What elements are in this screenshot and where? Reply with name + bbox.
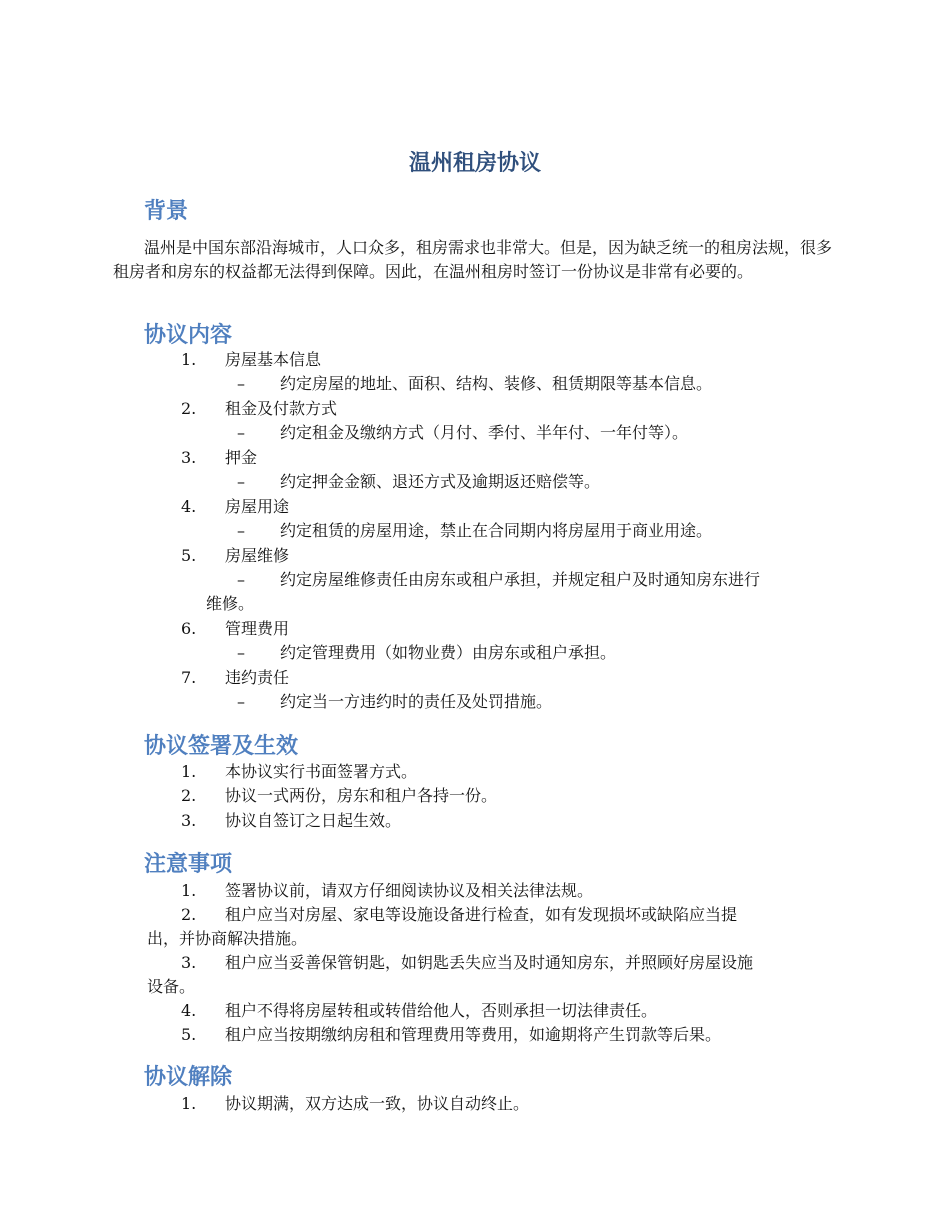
dash-bullet: –: [237, 692, 245, 711]
section-heading-termination: 协议解除: [144, 1065, 233, 1090]
section-heading-signing: 协议签署及生效: [144, 734, 299, 759]
section-heading-background: 背景: [144, 199, 189, 224]
sub-list-text: 约定当一方违约时的责任及处罚措施。: [280, 692, 553, 711]
list-label: 租金及付款方式: [225, 399, 338, 418]
list-text-continuation: 设备。: [147, 977, 196, 996]
background-paragraph: 温州是中国东部沿海城市，人口众多，租房需求也非常大。但是，因为缺乏统一的租房法规，很多租房者和房东的权益都无法得到保障。因此，在温州租房时签订一份协议是非常有必要的。: [113, 238, 833, 281]
list-text: 本协议实行书面签署方式。: [225, 762, 418, 781]
sub-list-text: 约定租金及缴纳方式（月付、季付、半年付、一年付等）。: [280, 423, 689, 442]
dash-bullet: –: [237, 643, 245, 662]
list-number: 4.: [181, 497, 197, 516]
list-number: 3.: [181, 953, 197, 972]
list-number: 6.: [181, 619, 197, 638]
list-number: 5.: [181, 1025, 197, 1044]
dash-bullet: –: [237, 521, 245, 540]
list-label: 管理费用: [225, 619, 290, 638]
list-number: 1.: [181, 1094, 197, 1113]
sub-list-text-continuation: 维修。: [206, 594, 255, 613]
list-text: 协议期满，双方达成一致，协议自动终止。: [225, 1094, 530, 1113]
list-number: 1.: [181, 350, 197, 369]
list-text: 租户不得将房屋转租或转借给他人，否则承担一切法律责任。: [225, 1001, 658, 1020]
sub-list-text: 约定管理费用（如物业费）由房东或租户承担。: [280, 643, 617, 662]
dash-bullet: –: [237, 374, 245, 393]
sub-list-text: 约定租赁的房屋用途，禁止在合同期内将房屋用于商业用途。: [280, 521, 713, 540]
list-number: 3.: [181, 811, 197, 830]
list-text: 租户应当对房屋、家电等设施设备进行检查，如有发现损坏或缺陷应当提: [225, 905, 738, 924]
dash-bullet: –: [237, 570, 245, 589]
sub-list-text: 约定押金金额、退还方式及逾期返还赔偿等。: [280, 472, 601, 491]
list-text: 签署协议前，请双方仔细阅读协议及相关法律法规。: [225, 881, 594, 900]
list-number: 1.: [181, 881, 197, 900]
list-number: 1.: [181, 762, 197, 781]
list-label: 房屋用途: [225, 497, 290, 516]
sub-list-text: 约定房屋的地址、面积、结构、装修、租赁期限等基本信息。: [280, 374, 713, 393]
list-text: 协议一式两份，房东和租户各持一份。: [225, 786, 498, 805]
dash-bullet: –: [237, 472, 245, 491]
section-heading-content: 协议内容: [144, 323, 233, 348]
list-number: 2.: [181, 786, 197, 805]
list-text: 租户应当妥善保管钥匙，如钥匙丢失应当及时通知房东，并照顾好房屋设施: [225, 953, 754, 972]
dash-bullet: –: [237, 423, 245, 442]
list-label: 房屋基本信息: [225, 350, 322, 369]
document-title: 温州租房协议: [408, 151, 541, 176]
list-text: 租户应当按期缴纳房租和管理费用等费用，如逾期将产生罚款等后果。: [225, 1025, 722, 1044]
list-text: 协议自签订之日起生效。: [225, 811, 402, 830]
section-heading-notes: 注意事项: [144, 852, 233, 877]
list-number: 7.: [181, 668, 197, 687]
list-number: 2.: [181, 399, 197, 418]
list-number: 3.: [181, 448, 197, 467]
list-number: 4.: [181, 1001, 197, 1020]
list-text-continuation: 出，并协商解决措施。: [147, 929, 308, 948]
list-number: 5.: [181, 546, 197, 565]
list-number: 2.: [181, 905, 197, 924]
list-label: 违约责任: [225, 668, 290, 687]
sub-list-text: 约定房屋维修责任由房东或租户承担，并规定租户及时通知房东进行: [280, 570, 761, 589]
list-label: 房屋维修: [225, 546, 290, 565]
list-label: 押金: [225, 448, 258, 467]
